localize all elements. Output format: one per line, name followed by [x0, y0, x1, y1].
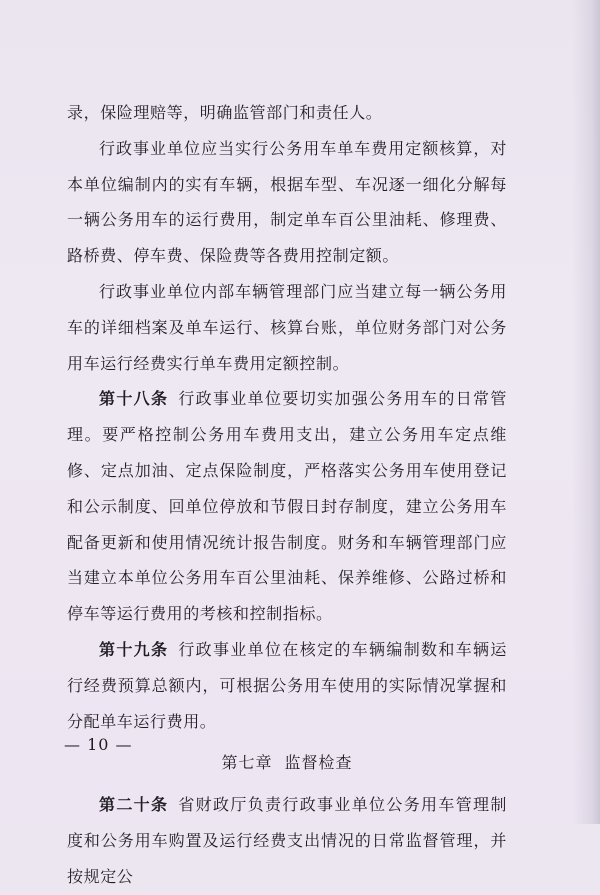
- chapter-number: 第七章: [221, 753, 273, 773]
- article-20: [67, 787, 507, 894]
- paragraph-continuation: 录，保险理赔等，明确监管部门和责任人。: [67, 103, 383, 122]
- paragraph-vehicle-records: 行政事业单位内部车辆管理部门应当建立每一辆公务用车的详细档案及单车运行、核算台账，单位财务部门对公务用车运行经费实行单车费用定额控制。: [67, 281, 507, 373]
- article-18-label: 第十八条: [99, 389, 169, 409]
- article-20-label: 第二十条: [99, 795, 169, 815]
- chapter-heading: [67, 739, 507, 787]
- chapter-title: 监督检查: [284, 753, 353, 773]
- article-19: [67, 632, 507, 739]
- page-edge-shadow: [572, 0, 600, 824]
- article-20-text: 省财政厅负责行政事业单位公务用车管理制度和公务用车购置及运行经费支出情况的日常监督管理，并按规定公: [67, 795, 507, 886]
- article-18-text: 行政事业单位要切实加强公务用车的日常管理。要严格控制公务用车费用支出，建立公务用车定点维修、定点加油、定点保险制度，严格落实公务用车使用登记和公示制度、回单位停放和节假日封存制度，建立公务用车配备更新和使用情况统计报告制度。财务和车辆管理部门应当建立本单位公务用车百公里油耗、保养维修、公路过桥和停车等运行费用的考核和控制指标。: [67, 389, 507, 624]
- article-19-text: 行政事业单位在核定的车辆编制数和车辆运行经费预算总额内，可根据公务用车使用的实际情况掌握和分配单车运行费用。: [67, 639, 507, 731]
- page-number: — 10 —: [64, 735, 133, 754]
- article-19-label: 第十九条: [99, 639, 169, 659]
- document-body: [67, 95, 507, 895]
- article-18: [67, 381, 507, 632]
- paragraph-quota-accounting: 行政事业单位应当实行公务用车单车费用定额核算，对本单位编制内的实有车辆，根据车型、车况逐一细化分解每一辆公务用车的运行费用，制定单车百公里油耗、修理费、路桥费、停车费、保险费等各费用控制定额。: [67, 138, 507, 266]
